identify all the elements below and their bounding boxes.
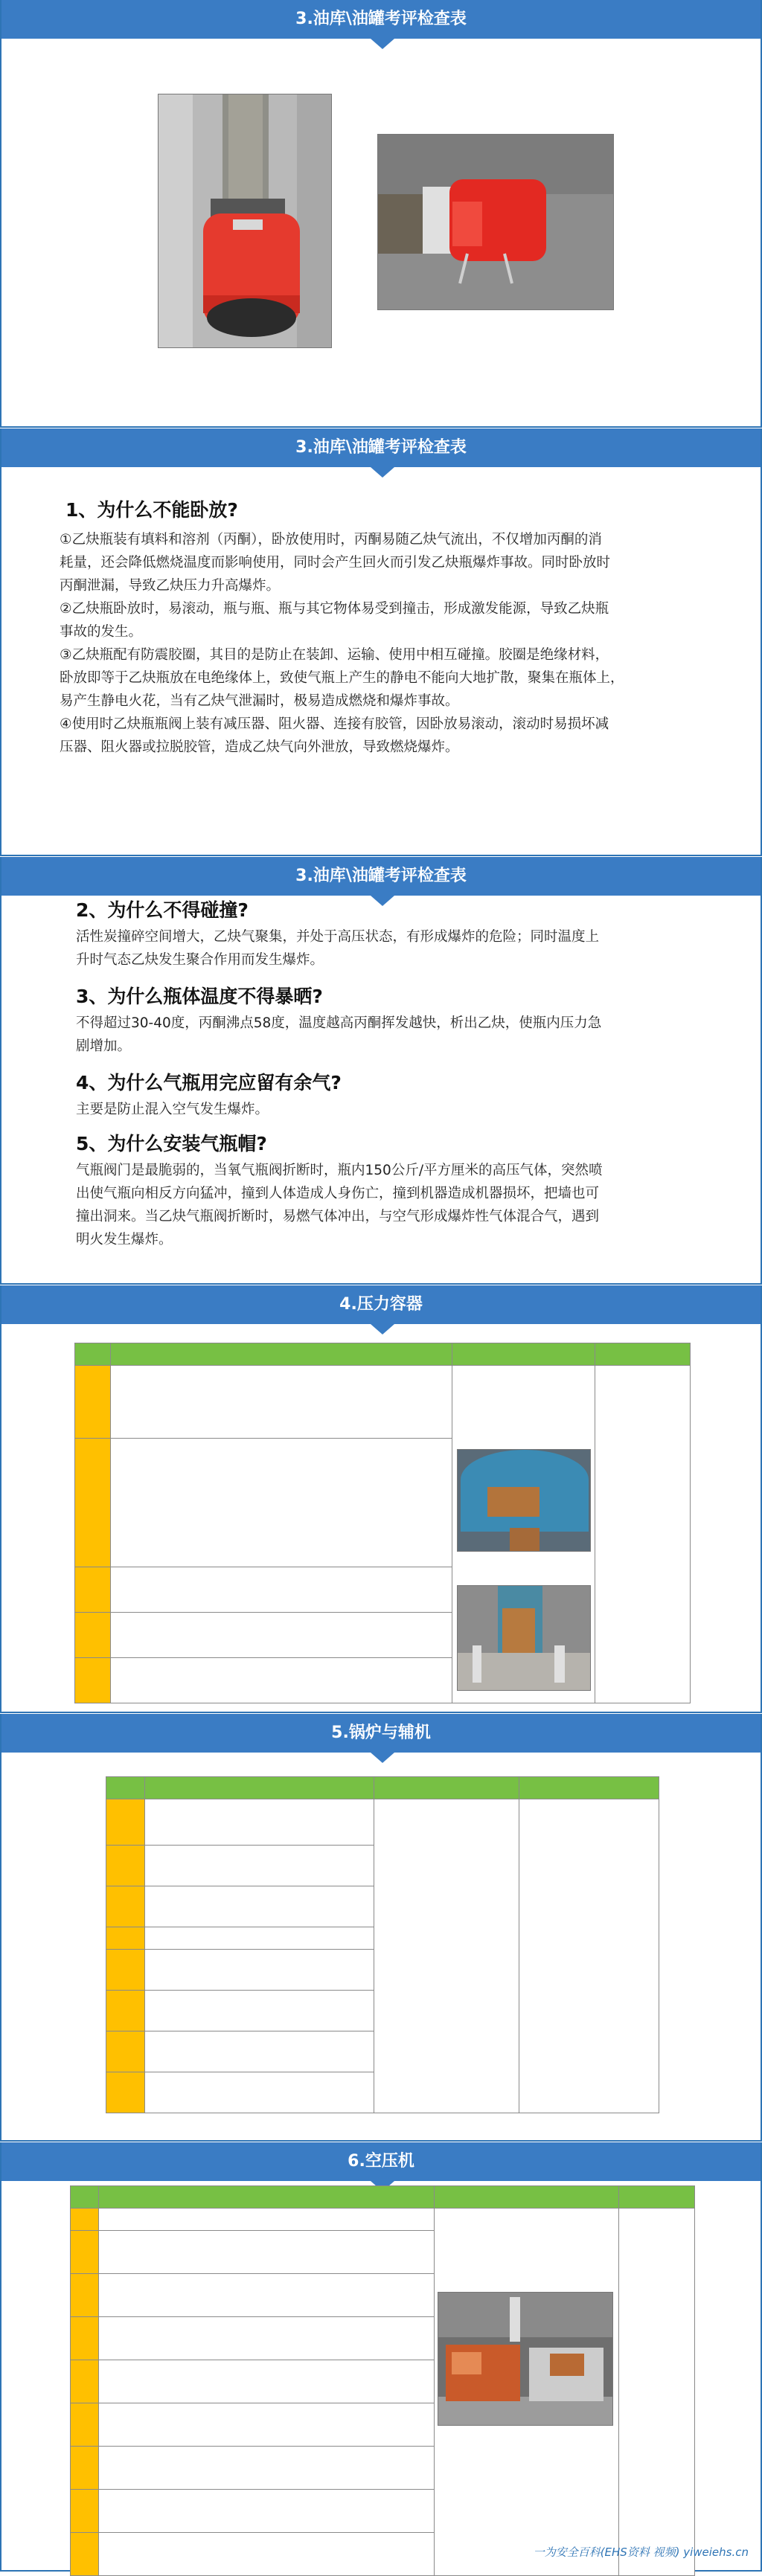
slide-air-compressor bbox=[0, 2142, 762, 2572]
paragraph-line: 事故的发生。 bbox=[60, 624, 143, 640]
flame-arrester-photo-right bbox=[377, 134, 614, 310]
section-heading: 3、为什么瓶体温度不得暴晒? bbox=[76, 986, 323, 1007]
checklist-table bbox=[70, 2185, 695, 2576]
paragraph-line: 撞出洞来。当乙炔气瓶阀折断时，易燃气体冲出，与空气形成爆炸性气体混合气，遇到 bbox=[76, 1209, 600, 1224]
photo-cell bbox=[435, 2209, 619, 2576]
index-cell bbox=[106, 1846, 145, 1886]
footer-watermark: 一为安全百科(EHS资料 视频) yiweiehs.cn bbox=[533, 2546, 749, 2559]
index-cell bbox=[75, 1366, 111, 1439]
slide-title: 3.油库\油罐考评检查表 bbox=[1, 857, 761, 896]
index-cell bbox=[71, 2360, 99, 2403]
content-cell bbox=[98, 2209, 434, 2231]
content-cell bbox=[110, 1439, 452, 1567]
air-compressor-photo bbox=[438, 2292, 613, 2426]
index-cell bbox=[71, 2231, 99, 2274]
paragraph-line: ②乙炔瓶卧放时，易滚动，瓶与瓶、瓶与其它物体易受到撞击，形成激发能源，导致乙炔瓶 bbox=[60, 601, 609, 617]
header-cell bbox=[110, 1343, 452, 1366]
index-cell bbox=[75, 1658, 111, 1703]
paragraph-line: 耗量，还会降低燃烧温度而影响使用，同时会产生回火而引发乙炔瓶爆炸事故。同时卧放时 bbox=[60, 555, 611, 571]
paragraph-line: ③乙炔瓶配有防震胶圈，其目的是防止在装卸、运输、使用中相互碰撞。胶圈是绝缘材料， bbox=[60, 647, 609, 663]
paragraph-line: ④使用时乙炔瓶瓶阀上装有减压器、阻火器、连接有胶管，因卧放易滚动，滚动时易损坏减 bbox=[60, 716, 609, 732]
paragraph-line: 主要是防止混入空气发生爆炸。 bbox=[76, 1102, 269, 1117]
table-row bbox=[106, 1799, 659, 1846]
header-cell bbox=[595, 1343, 691, 1366]
banner-arrow bbox=[371, 1324, 394, 1334]
header-cell bbox=[75, 1343, 111, 1366]
content-cell bbox=[144, 1886, 374, 1927]
slide-oil-depot-photos bbox=[0, 0, 762, 428]
slide-pressure-vessel bbox=[0, 1285, 762, 1713]
slide-title: 5.锅炉与辅机 bbox=[1, 1714, 761, 1753]
table-header-row bbox=[75, 1343, 691, 1366]
paragraph-line: 剧增加。 bbox=[76, 1038, 132, 1054]
header-cell bbox=[619, 2186, 695, 2209]
paragraph-line: 易产生静电火花，当有乙炔气泄漏时，极易造成燃烧和爆炸事故。 bbox=[60, 693, 459, 709]
index-cell bbox=[75, 1567, 111, 1613]
paragraph-line: ①乙炔瓶装有填料和溶剂（丙酮），卧放使用时，丙酮易随乙炔气流出，不仅增加丙酮的消 bbox=[60, 532, 602, 547]
paragraph-line: 活性炭撞碎空间增大，乙炔气聚集，并处于高压状态，有形成爆炸的危险；同时温度上 bbox=[76, 929, 600, 945]
header-cell bbox=[71, 2186, 99, 2209]
content-cell bbox=[144, 1950, 374, 1991]
note-cell bbox=[519, 1799, 659, 2113]
content-cell bbox=[144, 1991, 374, 2031]
content-cell bbox=[98, 2317, 434, 2360]
slide-boiler-auxiliary bbox=[0, 1714, 762, 2142]
content-cell bbox=[98, 2447, 434, 2490]
paragraph-line: 不得超过30-40度，丙酮沸点58度，温度越高丙酮挥发越快，析出乙炔，使瓶内压力急 bbox=[76, 1015, 602, 1031]
index-cell bbox=[71, 2447, 99, 2490]
paragraph-line: 丙酮泄漏，导致乙炔压力升高爆炸。 bbox=[60, 578, 281, 594]
index-cell bbox=[71, 2209, 99, 2231]
content-cell bbox=[110, 1658, 452, 1703]
note-cell bbox=[619, 2209, 695, 2576]
slide-title: 3.油库\油罐考评检查表 bbox=[1, 428, 761, 467]
header-cell bbox=[435, 2186, 619, 2209]
paragraph-line: 明火发生爆炸。 bbox=[76, 1232, 173, 1247]
index-cell bbox=[106, 1799, 145, 1846]
index-cell bbox=[106, 2072, 145, 2113]
checklist-table bbox=[106, 1776, 659, 2113]
header-cell bbox=[374, 1777, 519, 1799]
slide-title: 3.油库\油罐考评检查表 bbox=[1, 0, 761, 39]
banner-arrow bbox=[371, 1753, 394, 1763]
content-cell bbox=[98, 2360, 434, 2403]
banner-arrow bbox=[371, 896, 394, 906]
slide-title: 6.空压机 bbox=[1, 2142, 761, 2181]
index-cell bbox=[71, 2403, 99, 2447]
index-cell bbox=[71, 2274, 99, 2317]
paragraph-line: 压器、阻火器或拉脱胶管，造成乙炔气向外泄放，导致燃烧爆炸。 bbox=[60, 739, 459, 755]
header-cell bbox=[98, 2186, 434, 2209]
index-cell bbox=[75, 1613, 111, 1658]
content-cell bbox=[144, 1799, 374, 1846]
table-row bbox=[71, 2209, 695, 2231]
flame-arrester-photo-left bbox=[158, 94, 332, 348]
section-heading: 5、为什么安装气瓶帽? bbox=[76, 1133, 267, 1154]
slide-acetylene-cylinder-qa bbox=[0, 857, 762, 1285]
table-header-row bbox=[106, 1777, 659, 1799]
method-cell bbox=[374, 1799, 519, 2113]
table-row bbox=[75, 1366, 691, 1439]
slide-title: 4.压力容器 bbox=[1, 1285, 761, 1324]
index-cell bbox=[75, 1439, 111, 1567]
paragraph-line: 出使气瓶向相反方向猛冲，撞到人体造成人身伤亡，撞到机器造成机器损坏，把墙也可 bbox=[76, 1186, 600, 1201]
section-heading: 1、为什么不能卧放? bbox=[65, 499, 238, 521]
photo-cell bbox=[452, 1366, 595, 1703]
content-cell bbox=[144, 2072, 374, 2113]
index-cell bbox=[71, 2533, 99, 2576]
content-cell bbox=[110, 1567, 452, 1613]
header-cell bbox=[519, 1777, 659, 1799]
paragraph-line: 气瓶阀门是最脆弱的，当氧气瓶阀折断时，瓶内150公斤/平方厘米的高压气体，突然喷 bbox=[76, 1163, 603, 1178]
index-cell bbox=[106, 1991, 145, 2031]
note-cell bbox=[595, 1366, 691, 1703]
content-cell bbox=[98, 2533, 434, 2576]
content-cell bbox=[144, 1927, 374, 1950]
index-cell bbox=[106, 1950, 145, 1991]
content-cell bbox=[110, 1613, 452, 1658]
pressure-vessel-photo-top bbox=[457, 1449, 591, 1552]
content-cell bbox=[144, 1846, 374, 1886]
banner-arrow bbox=[371, 467, 394, 478]
content-cell bbox=[98, 2403, 434, 2447]
index-cell bbox=[106, 1927, 145, 1950]
content-cell bbox=[110, 1366, 452, 1439]
banner-arrow bbox=[371, 39, 394, 49]
index-cell bbox=[71, 2317, 99, 2360]
section-heading: 4、为什么气瓶用完应留有余气? bbox=[76, 1072, 342, 1093]
content-cell bbox=[98, 2490, 434, 2533]
slide-why-not-lay-flat bbox=[0, 428, 762, 856]
header-cell bbox=[144, 1777, 374, 1799]
index-cell bbox=[106, 1886, 145, 1927]
content-cell bbox=[144, 2031, 374, 2072]
content-cell bbox=[98, 2231, 434, 2274]
paragraph-line: 卧放即等于乙炔瓶放在电绝缘体上，致使气瓶上产生的静电不能向大地扩散，聚集在瓶体上， bbox=[60, 670, 624, 686]
section-heading: 2、为什么不得碰撞? bbox=[76, 899, 249, 921]
content-cell bbox=[98, 2274, 434, 2317]
index-cell bbox=[71, 2490, 99, 2533]
paragraph-line: 升时气态乙炔发生聚合作用而发生爆炸。 bbox=[76, 952, 324, 968]
index-cell bbox=[106, 2031, 145, 2072]
checklist-table bbox=[74, 1343, 691, 1703]
pressure-vessel-photo-bottom bbox=[457, 1585, 591, 1691]
header-cell bbox=[106, 1777, 145, 1799]
table-header-row bbox=[71, 2186, 695, 2209]
header-cell bbox=[452, 1343, 595, 1366]
